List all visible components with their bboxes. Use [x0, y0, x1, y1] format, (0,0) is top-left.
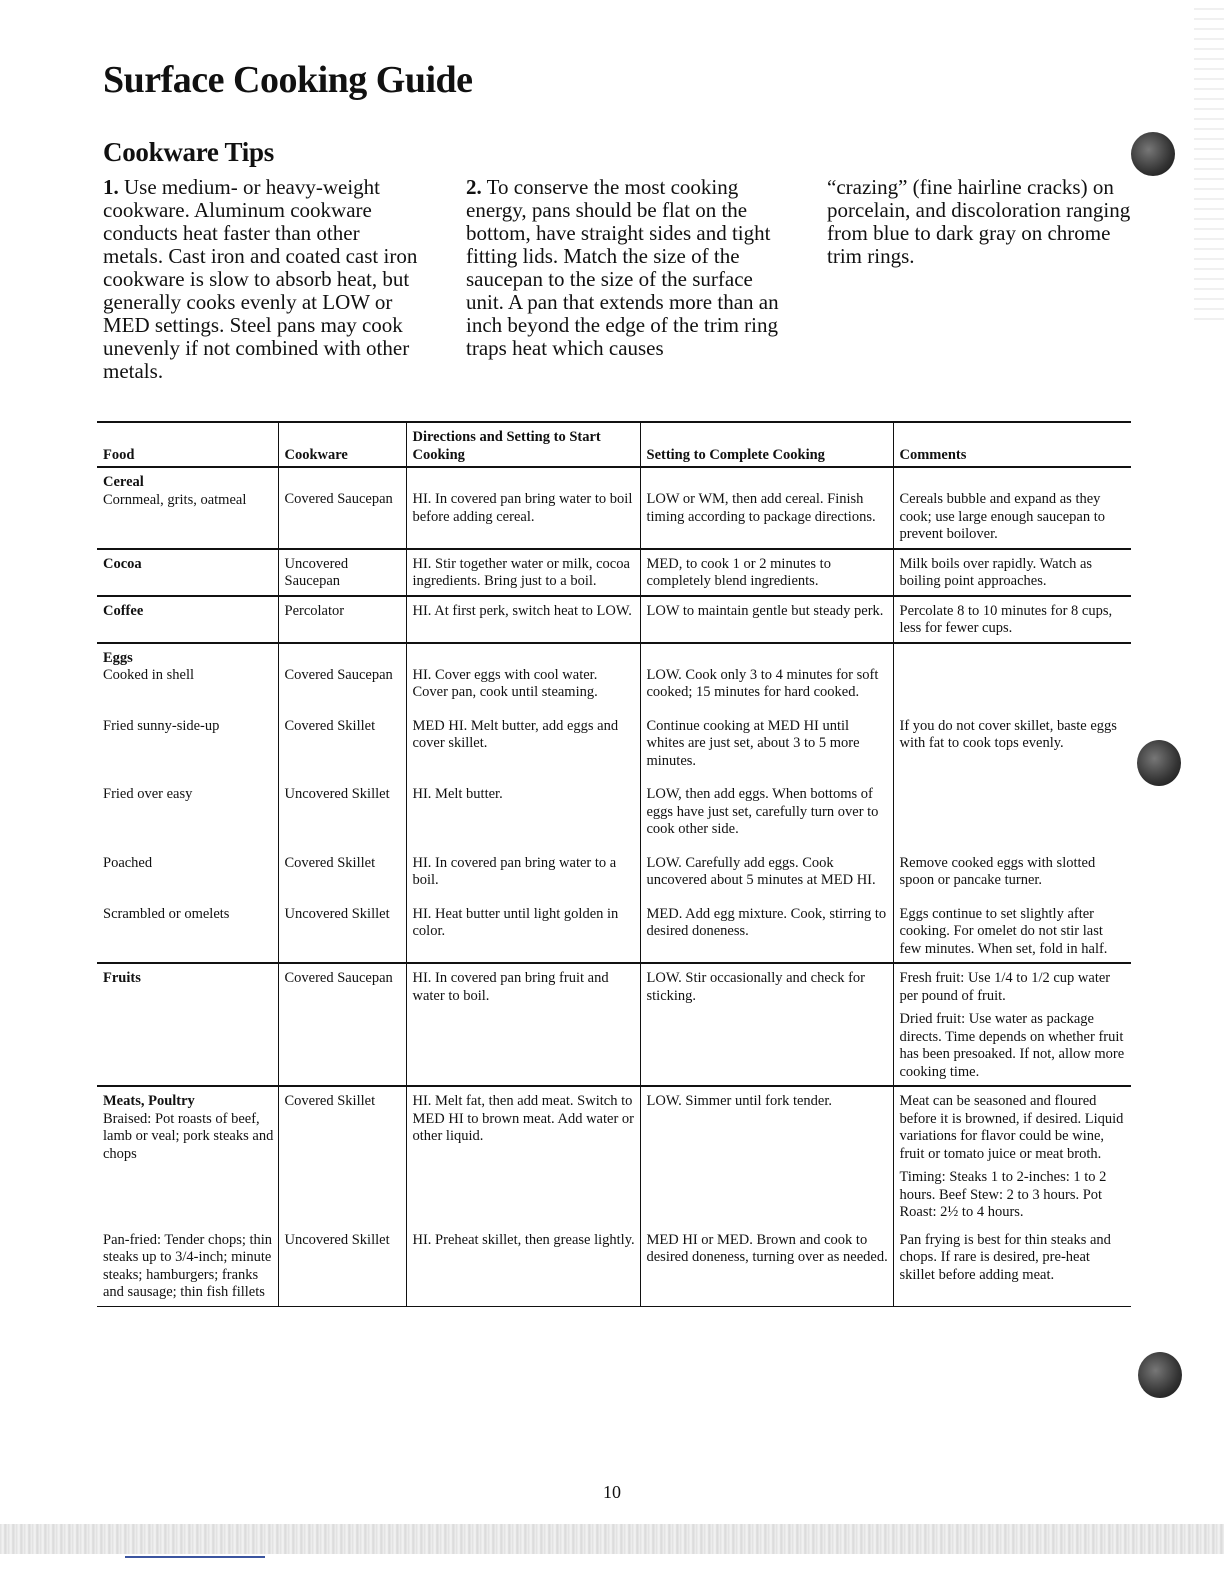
cell-cookware: Covered Skillet [278, 1086, 406, 1226]
food-item: Cooked in shell [103, 667, 195, 683]
cell-directions [406, 467, 640, 549]
cell-complete [640, 467, 893, 549]
table-bottom-rule [97, 1306, 1131, 1307]
cell-complete: LOW. Stir occasionally and check for sticking. [640, 963, 893, 1086]
cell-cookware [278, 643, 406, 706]
cell-directions [406, 643, 640, 706]
cookware-text: Covered Saucepan [284, 666, 393, 683]
binding-hole-mark [1131, 132, 1175, 176]
page-number: 10 [603, 1482, 621, 1502]
comment-timing: Timing: Steaks 1 to 2-inches: 1 to 2 hours. Beef Stew: 2 to 3 hours. Pot Roast: 2½ to 4 hours. [899, 1169, 1107, 1220]
cell-comments [893, 1086, 1131, 1226]
header-directions: Directions and Setting to Start Cooking [406, 422, 640, 467]
cell-complete: MED HI or MED. Brown and cook to desired doneness, turning over as needed. [640, 1226, 893, 1307]
tip-2-number: 2. [466, 175, 482, 199]
comment-seasoning: Meat can be seasoned and floured before it is browned, if desired. Liquid variations for flavor could be wine, fruit or tomato juice or meat broth. [899, 1093, 1124, 1162]
tip-2-text: To conserve the most cooking energy, pans should be flat on the bottom, have straight sides and tight fitting lids. Match the size of the saucepan to the size of the surface unit. A pan that extends more than an inch beyond the edge of the trim ring traps heat which causes [466, 175, 779, 360]
cell-food [97, 596, 278, 643]
cell-complete: LOW. Carefully add eggs. Cook uncovered about 5 minutes at MED HI. [640, 843, 893, 894]
complete-text: LOW or WM, then add cereal. Finish timing according to package directions. [646, 491, 876, 525]
cell-complete: LOW to maintain gentle but steady perk. [640, 596, 893, 643]
cell-cookware: Uncovered Skillet [278, 894, 406, 964]
cell-cookware: Covered Skillet [278, 706, 406, 775]
cell-food: Fried over easy [103, 786, 193, 802]
table-row-coffee [97, 596, 1131, 643]
comment-fresh-fruit: Fresh fruit: Use 1/4 to 1/2 cup water per pound of fruit. [899, 970, 1111, 1004]
cell-complete: LOW. Simmer until fork tender. [640, 1086, 893, 1226]
cell-directions: HI. Melt fat, then add meat. Switch to MED HI to brown meat. Add water or other liquid. [406, 1086, 640, 1226]
cell-cookware: Covered Saucepan [278, 963, 406, 1086]
scan-edge-marks [1194, 0, 1224, 320]
cell-comments [893, 963, 1131, 1086]
food-category-cereal: Cereal [103, 474, 144, 490]
cell-cookware: Uncovered Skillet [278, 774, 406, 843]
section-title: Cookware Tips [103, 137, 274, 167]
cell-directions: HI. Melt butter. [406, 774, 640, 843]
cell-comments: Pan frying is best for thin steaks and chops. If rare is desired, pre-heat skillet before adding meat. [893, 1226, 1131, 1307]
scan-artifact-strip [0, 1524, 1224, 1554]
scan-artifact-line [125, 1556, 265, 1558]
cell-comments: Remove cooked eggs with slotted spoon or pancake turner. [893, 843, 1131, 894]
cell-comments: Eggs continue to set slightly after cooking. For omelet do not stir last few minutes. When set, fold in half. [893, 894, 1131, 964]
food-category-meats: Meats, Poultry [103, 1093, 195, 1109]
tip-2-continued-text: “crazing” (fine hairline cracks) on porcelain, and discoloration ranging from blue to dark gray on chrome trim rings. [827, 175, 1131, 268]
cell-directions: HI. At first perk, switch heat to LOW. [406, 596, 640, 643]
cell-directions: HI. In covered pan bring fruit and water to boil. [406, 963, 640, 1086]
cell-directions: HI. In covered pan bring water to a boil. [406, 843, 640, 894]
table-row-eggs-poached [97, 843, 1131, 894]
cell-directions: HI. Stir together water or milk, cocoa ingredients. Bring just to a boil. [406, 549, 640, 596]
header-complete: Setting to Complete Cooking [640, 422, 893, 467]
cell-cookware [278, 467, 406, 549]
complete-text: LOW. Cook only 3 to 4 minutes for soft cooked; 15 minutes for hard cooked. [646, 666, 879, 700]
tip-2-continued [827, 176, 1147, 268]
tip-1 [103, 176, 423, 383]
food-category-eggs: Eggs [103, 649, 133, 666]
binding-hole-mark [1138, 1352, 1182, 1398]
table-row-meats-panfried [97, 1226, 1131, 1307]
cell-comments: Percolate 8 to 10 minutes for 8 cups, less for fewer cups. [893, 596, 1131, 643]
cell-food [97, 467, 278, 549]
directions-text: HI. Cover eggs with cool water. Cover pan, cook until steaming. [412, 666, 598, 700]
header-food: Food [97, 422, 278, 467]
table-row-cocoa [97, 549, 1131, 596]
food-item: Braised: Pot roasts of beef, lamb or veal; pork steaks and chops [103, 1110, 274, 1162]
page-title: Surface Cooking Guide [103, 59, 473, 101]
cell-food: Poached [103, 854, 153, 871]
directions-text: HI. In covered pan bring water to boil before adding cereal. [412, 491, 633, 525]
cell-complete: Continue cooking at MED HI until whites are just set, about 3 to 5 more minutes. [640, 706, 893, 775]
cell-cookware: Covered Skillet [278, 843, 406, 894]
cell-complete: LOW, then add eggs. When bottoms of eggs have just set, carefully turn over to cook other side. [640, 774, 893, 843]
cell-directions: MED HI. Melt butter, add eggs and cover skillet. [406, 706, 640, 775]
cell-comments [893, 467, 1131, 549]
table-row-eggs-over-easy [97, 774, 1131, 843]
cell-comments: If you do not cover skillet, baste eggs with fat to cook tops evenly. [893, 706, 1131, 775]
cell-food [97, 643, 278, 706]
cell-directions: HI. Heat butter until light golden in color. [406, 894, 640, 964]
header-comments: Comments [893, 422, 1131, 467]
table-row-eggs-sunny [97, 706, 1131, 775]
cell-food: Fried sunny-side-up [103, 717, 220, 734]
food-category-cocoa: Cocoa [103, 555, 142, 572]
cell-food: Pan-fried: Tender chops; thin steaks up to 3/4-inch; minute steaks; hamburgers; franks and sausage; thin fish fillets [103, 1231, 273, 1300]
comment-dried-fruit: Dried fruit: Use water as package directs. Time depends on whether fruit has been presoaked. If not, allow more cooking time. [899, 1011, 1125, 1080]
tip-1-text: Use medium- or heavy-weight cookware. Aluminum cookware conducts heat faster than other metals. Cast iron and coated cast iron cookware is slow to absorb heat, but generally cooks evenly at LOW or MED settings. Steel pans may cook unevenly if not combined with other metals. [103, 175, 418, 383]
cooking-guide-table [97, 421, 1131, 1307]
cookware-text: Covered Saucepan [284, 491, 393, 507]
table-row-eggs-scrambled [97, 894, 1131, 964]
cell-cookware: Percolator [278, 596, 406, 643]
binding-hole-mark [1137, 740, 1181, 786]
cell-complete [640, 643, 893, 706]
bottom-rule [97, 1306, 1131, 1307]
cell-food: Scrambled or omelets [97, 894, 278, 964]
tip-2 [466, 176, 786, 360]
table-row-fruits [97, 963, 1131, 1086]
comments-text: Cereals bubble and expand as they cook; use large enough saucepan to prevent boilover. [899, 491, 1105, 542]
cell-cookware: Uncovered Saucepan [278, 549, 406, 596]
cell-directions: HI. Preheat skillet, then grease lightly. [406, 1226, 640, 1307]
cell-complete: MED, to cook 1 or 2 minutes to completely blend ingredients. [640, 549, 893, 596]
cell-cookware: Uncovered Skillet [278, 1226, 406, 1307]
cell-food [97, 963, 278, 1086]
food-item: Cornmeal, grits, oatmeal [103, 491, 247, 508]
food-category-fruits: Fruits [103, 970, 141, 986]
table-header-row [97, 422, 1131, 467]
table-row-cereal [97, 467, 1131, 549]
cell-food [97, 1086, 278, 1226]
cell-complete: MED. Add egg mixture. Cook, stirring to desired doneness. [640, 894, 893, 964]
cell-comments: Milk boils over rapidly. Watch as boiling point approaches. [893, 549, 1131, 596]
table-row-meats-braised [97, 1086, 1131, 1226]
tip-1-number: 1. [103, 175, 119, 199]
cell-comments [893, 774, 1131, 843]
header-cookware: Cookware [278, 422, 406, 467]
table-row-eggs-shell [97, 643, 1131, 706]
cell-food [97, 549, 278, 596]
food-category-coffee: Coffee [103, 602, 144, 619]
cell-comments [893, 643, 1131, 706]
